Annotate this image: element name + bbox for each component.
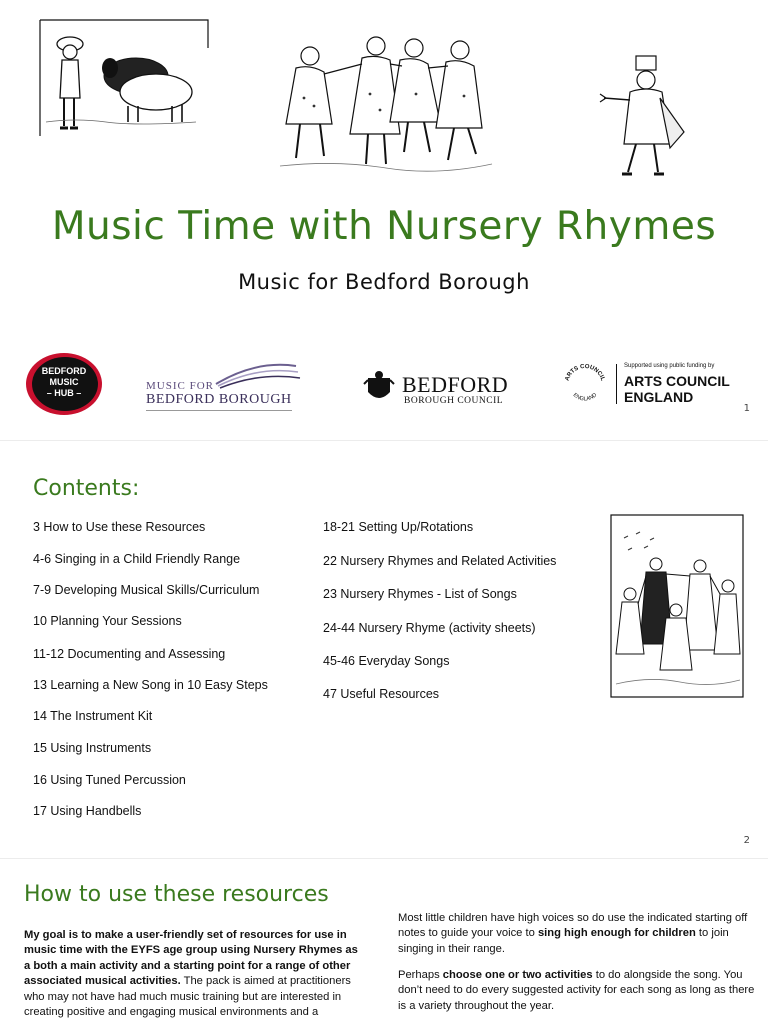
arts-line2: ENGLAND xyxy=(624,389,694,405)
bedford-music-hub-logo xyxy=(25,352,103,416)
child-with-basket-illustration xyxy=(596,52,712,180)
svg-text:ENGLAND xyxy=(572,392,599,402)
activities-bold-text: choose one or two activities xyxy=(442,969,593,981)
voice-bold-text: sing high enough for children xyxy=(537,927,696,940)
arts-supported-text: Supported using public funding by xyxy=(624,363,715,369)
toc-item[interactable]: 17 Using Handbells xyxy=(33,804,142,818)
toc-item[interactable]: 10 Planning Your Sessions xyxy=(33,614,182,628)
ring-of-children-illustration xyxy=(610,514,744,698)
arts-ring-bottom-text: ENGLAND xyxy=(571,392,599,403)
music-for-line1: MUSIC FOR xyxy=(146,380,214,392)
hub-logo-line1: BEDFORD xyxy=(41,366,87,376)
intro-bold-text: My goal is to make a user-friendly set of resources for use in music time with the EYFS age group using Nursery Rhymes as a both a main activity and a starting point for a range of other associated musical activities. xyxy=(24,929,358,988)
toc-item[interactable]: 24-44 Nursery Rhyme (activity sheets) xyxy=(323,621,536,635)
toc-item[interactable]: 23 Nursery Rhymes - List of Songs xyxy=(323,587,517,601)
toc-item[interactable]: 18-21 Setting Up/Rotations xyxy=(323,520,474,534)
arts-ring-top-text: ARTS COUNCIL xyxy=(564,363,606,382)
document-title: Music Time with Nursery Rhymes xyxy=(51,204,717,249)
toc-item[interactable]: 45-46 Everyday Songs xyxy=(323,654,450,668)
activities-text-a: Perhaps xyxy=(398,969,443,981)
toc-item[interactable]: 3 How to Use these Resources xyxy=(33,520,206,534)
arts-line1: ARTS COUNCIL xyxy=(624,373,730,389)
arts-council-ring-icon xyxy=(560,360,610,410)
hub-logo-line3: – HUB – xyxy=(46,388,82,398)
boy-with-sheep-illustration xyxy=(36,18,212,138)
toc-item[interactable]: 13 Learning a New Song in 10 Easy Steps xyxy=(33,678,268,692)
music-for-line2: BEDFORD BOROUGH xyxy=(146,392,292,411)
contents-heading: Contents: xyxy=(33,476,140,501)
arts-council-england-logo xyxy=(560,360,740,410)
bedford-borough-council-logo xyxy=(362,370,522,410)
svg-text:ARTS COUNCIL xyxy=(565,364,606,382)
council-line2: BOROUGH COUNCIL xyxy=(404,396,504,406)
music-for-bedford-borough-logo xyxy=(146,360,308,414)
page-number: 2 xyxy=(743,835,750,846)
section-heading: How to use these resources xyxy=(24,882,329,907)
toc-item[interactable]: 7-9 Developing Musical Skills/Curriculum xyxy=(33,583,260,597)
toc-item[interactable]: 16 Using Tuned Percussion xyxy=(33,773,186,787)
voice-text-a: Most little children have high voices so do use the indicated starting off notes to guide your voice to xyxy=(398,912,748,940)
toc-item[interactable]: 47 Useful Resources xyxy=(323,687,440,701)
dancing-children-illustration xyxy=(276,34,496,174)
toc-item[interactable]: 4-6 Singing in a Child Friendly Range xyxy=(33,552,241,566)
council-crest-icon xyxy=(362,370,396,408)
intro-paragraph xyxy=(24,928,358,1020)
page-number: 1 xyxy=(743,403,750,414)
voice-text-b: to join singing in their range. xyxy=(398,927,729,955)
toc-item[interactable]: 22 Nursery Rhymes and Related Activities xyxy=(323,554,557,568)
document-subtitle: Music for Bedford Borough xyxy=(238,270,530,294)
voice-paragraph xyxy=(398,911,750,957)
toc-item[interactable]: 15 Using Instruments xyxy=(33,741,152,755)
toc-item[interactable]: 14 The Instrument Kit xyxy=(33,709,153,723)
council-line1: BEDFORD xyxy=(402,372,509,397)
activities-paragraph xyxy=(398,968,758,1014)
intro-rest-text: The pack is aimed at practitioners who may not have had much music training but are interested in creating positive and engaging musical environments and a xyxy=(24,975,351,1019)
activities-text-b: to do alongside the song. You don’t need to do every suggested activity for each song as long as there is a variety throughout the year. xyxy=(398,969,755,1012)
toc-item[interactable]: 11-12 Documenting and Assessing xyxy=(33,647,226,661)
cover-page xyxy=(0,0,768,428)
hub-logo-line2: MUSIC xyxy=(49,377,79,387)
